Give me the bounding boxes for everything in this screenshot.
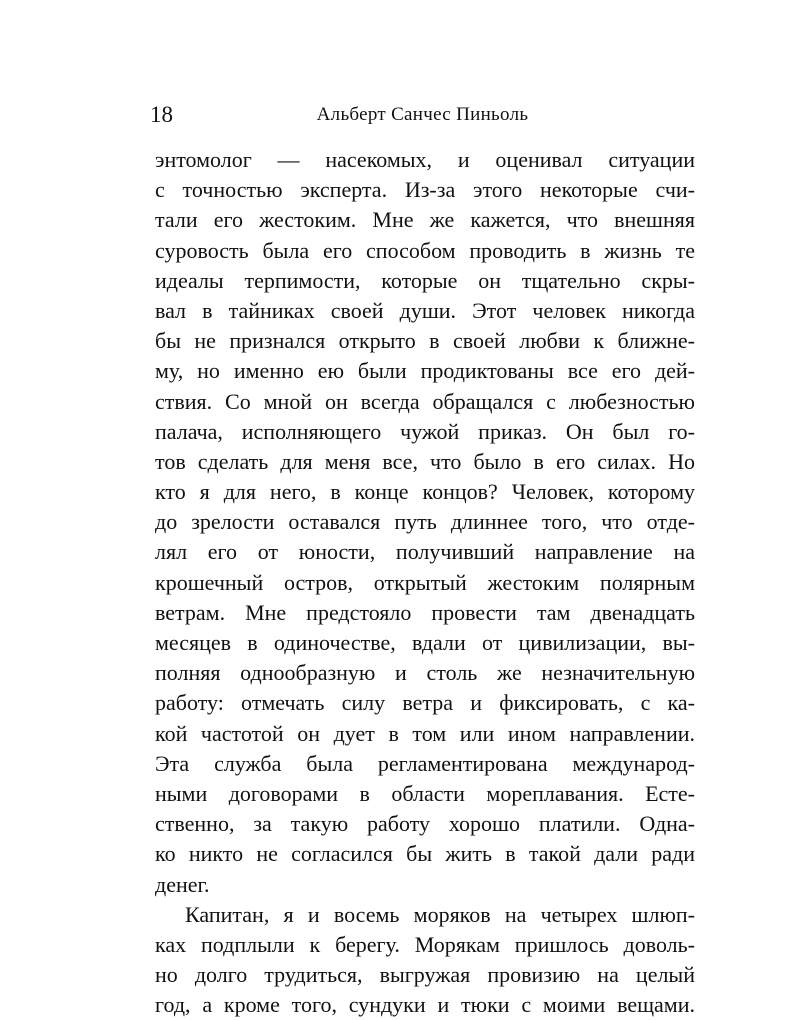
text-line: тов сделать для меня все, что было в его силах. Но <box>155 448 695 474</box>
text-line: но долго трудиться, выгружая провизию на целый <box>155 962 695 988</box>
text-line: ными договорами в области мореплавания. Есте- <box>155 780 695 806</box>
text-line: с точностью эксперта. Из-за этого некоторые счи- <box>155 177 695 203</box>
text-line: палача, исполняющего чужой приказ. Он был го- <box>155 418 695 444</box>
text-line: суровость была его способом проводить в жизнь те <box>155 237 695 263</box>
body-text <box>155 145 695 1020</box>
text-line: Капитан, я и восемь моряков на четырех шлюп- <box>185 901 695 927</box>
text-line: ко никто не согласился бы жить в такой дали ради <box>155 841 695 867</box>
paragraph <box>155 900 695 1020</box>
text-line: крошечный остров, открытый жестоким полярным <box>155 569 695 595</box>
text-line: ственно, за такую работу хорошо платили. Одна- <box>155 811 695 837</box>
page-number: 18 <box>150 102 173 127</box>
text-line: до зрелости оставался путь длиннее того, что отде- <box>155 509 695 535</box>
text-line: год, а кроме того, сундуки и тюки с моими вещами. <box>155 992 695 1018</box>
text-line: идеалы терпимости, которые он тщательно скры- <box>155 267 695 293</box>
text-line: му, но именно ею были продиктованы все его дей- <box>155 358 695 384</box>
text-line: ствия. Со мной он всегда обращался с любезностью <box>155 388 695 414</box>
text-line: энтомолог — насекомых, и оценивал ситуации <box>155 147 695 172</box>
text-line: ветрам. Мне предстояло провести там двенадцать <box>155 599 695 625</box>
running-head <box>150 103 695 127</box>
text-line: лял его от юности, получивший направление на <box>155 539 695 565</box>
text-line: денег. <box>155 871 210 897</box>
text-line: вал в тайниках своей души. Этот человек никогда <box>155 297 695 323</box>
text-line: полняя однообразную и столь же незначительную <box>155 660 695 686</box>
text-line: Эта служба была регламентирована международ- <box>155 750 695 776</box>
book-author: Альберт Санчес Пиньоль <box>316 104 529 125</box>
text-line: кто я для него, в конце концов? Человек, которому <box>155 479 695 505</box>
text-line: бы не признался открыто в своей любви к ближне- <box>155 328 695 354</box>
paragraph <box>155 145 695 900</box>
text-line: месяцев в одиночестве, вдали от цивилизации, вы- <box>155 630 695 655</box>
text-line: работу: отмечать силу ветра и фиксировать, с ка- <box>155 690 695 716</box>
text-line: тали его жестоким. Мне же кажется, что внешняя <box>155 207 695 233</box>
text-line: ках подплыли к берегу. Морякам пришлось доволь- <box>155 931 695 957</box>
text-line: кой частотой он дует в том или ином направлении. <box>155 720 695 746</box>
